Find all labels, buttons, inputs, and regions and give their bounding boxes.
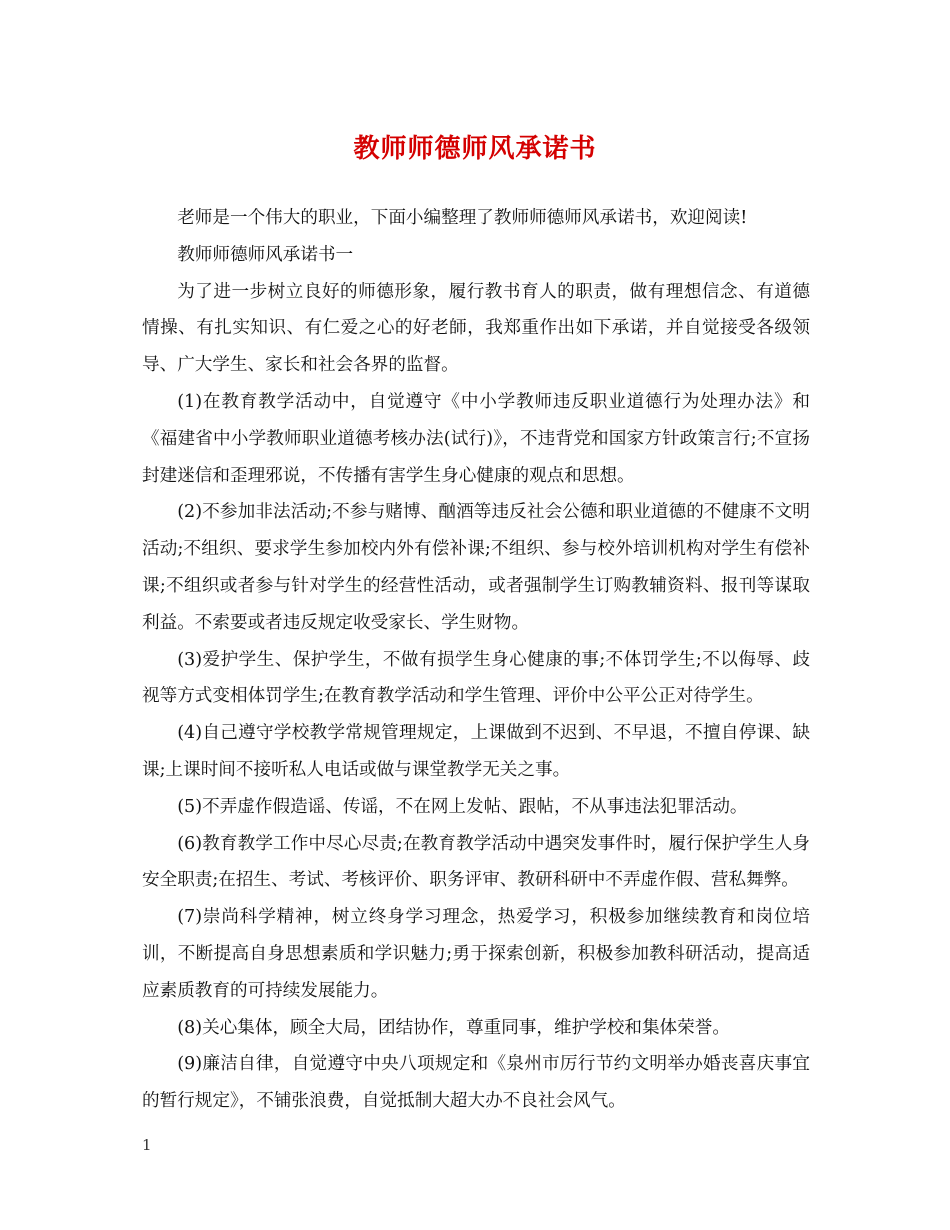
paragraph-item-3: (3)爱护学生、保护学生，不做有损学生身心健康的事;不体罚学生;不以侮辱、歧视等方式变相体罚学生;在教育教学活动和学生管理、评价中公平公正对待学生。 [142, 649, 810, 707]
paragraph-item-5: (5)不弄虚作假造谣、传谣，不在网上发帖、跟帖，不从事违法犯罪活动。 [177, 796, 748, 817]
paragraph-item-8: (8)关心集体，顾全大局，团结协作，尊重同事，维护学校和集体荣誉。 [177, 1017, 730, 1038]
paragraph-item-1: (1)在教育教学活动中，自觉遵守《中小学教师违反职业道德行为处理办法》和《福建省中小学教师职业道德考核办法(试行)》，不违背党和国家方针政策言行;不宣扬封建迷信和歪理邪说，不传播有害学生身心健康的观点和思想。 [142, 391, 810, 486]
page-number: 1 [142, 1136, 152, 1154]
paragraph-item-7: (7)崇尚科学精神，树立终身学习理念，热爱学习，积极参加继续教育和岗位培训，不断提高自身思想素质和学识魅力;勇于探索创新，积极参加教科研活动，提高适应素质教育的可持续发展能力。 [142, 907, 810, 1001]
document-body [142, 200, 810, 1120]
paragraph-item-4: (4)自己遵守学校教学常规管理规定，上课做到不迟到、不早退，不擅自停课、缺课;上课时间不接听私人电话或做与课堂教学无关之事。 [142, 723, 810, 780]
paragraph-item-9: (9)廉洁自律，自觉遵守中央八项规定和《泉州市厉行节约文明举办婚丧喜庆事宜的暂行规定》，不铺张浪费，自觉抵制大超大办不良社会风气。 [142, 1054, 810, 1112]
paragraph-intro: 老师是一个伟大的职业，下面小编整理了教师师德师风承诺书，欢迎阅读! [177, 208, 748, 228]
paragraph-subtitle: 教师师德师风承诺书一 [177, 244, 354, 265]
document-title: 教师师德师风承诺书 [353, 134, 597, 164]
paragraph-item-2: (2)不参加非法活动;不参与赌博、酗酒等违反社会公德和职业道德的不健康不文明活动;不组织、要求学生参加校内外有偿补课;不组织、参与校外培训机构对学生有偿补课;不组织或者参与针对学生的经营性活动，或者强制学生订购教辅资料、报刊等谋取利益。不索要或者违反规定收受家长、学生财物。 [142, 502, 810, 633]
paragraph-preamble: 为了进一步树立良好的师德形象，履行教书育人的职责，做有理想信念、有道德情操、有扎实知识、有仁爱之心的好老師，我郑重作出如下承诺，并自觉接受各级领导、广大学生、家长和社会各界的监督。 [142, 281, 810, 376]
paragraph-item-6: (6)教育教学工作中尽心尽责;在教育教学活动中遇突发事件时，履行保护学生人身安全职责;在招生、考试、考核评价、职务评审、教研科研中不弄虚作假、营私舞弊。 [142, 833, 810, 891]
